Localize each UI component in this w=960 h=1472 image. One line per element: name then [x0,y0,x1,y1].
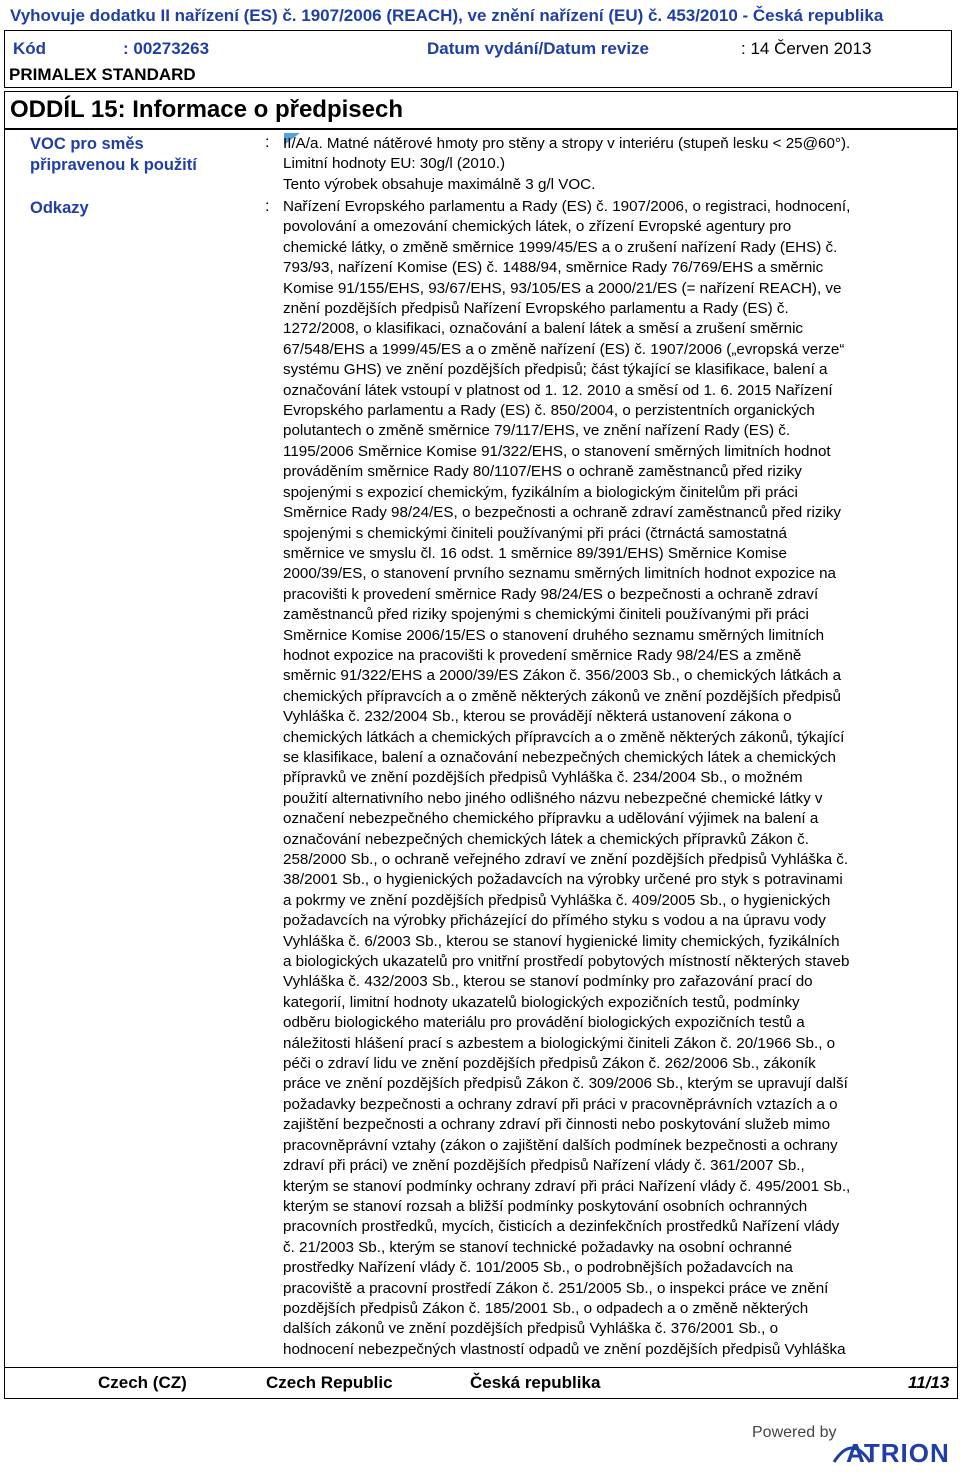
powered-by-text: Powered by [752,1424,837,1441]
references-text-line: pracoviště a pracovní prostředí Zákon č. 251/2005 Sb., o inspekci práce ve znění [283,1279,829,1297]
references-text-line: znění pozdějších předpisů Nařízení Evropského parlamentu a Rady (ES) č. [283,300,789,318]
references-text-line: Nařízení Evropského parlamentu a Rady (ES) č. 1907/2006, o registraci, hodnocení, [283,198,851,215]
code-value: : 00273263 [123,39,210,58]
references-text-line: 38/2001 Sb., o hygienických požadavcích na výrobky určené pro styk s potravinami [283,871,843,889]
references-text-line: kterým se stanoví rozsah a bližší podmínky poskytování osobních ochranných [283,1197,808,1215]
references-text-line: Směrnice Rady 98/24/ES, o bezpečnosti a ochraně zdraví zaměstnanců před riziky [283,504,842,522]
references-text-line: 793/93, nařízení Komise (ES) č. 1488/94, směrnice Rady 76/769/EHS a směrnic [283,259,824,277]
voc-colon: : [265,134,270,151]
references-text-line: Vyhláška č. 6/2003 Sb., kterou se stanoví hygienické limity chemických, fyzikálních [283,932,840,950]
code-label: Kód [13,39,47,58]
references-text-line: chemických látkách a chemických přípravcích a o změně některých zákonů, týkající [283,728,845,746]
references-text-line: dalších zákonů ve znění pozdějších předpisů Vyhláška č. 376/2001 Sb., o [283,1320,779,1338]
references-text-line: zdraví při práci) ve znění pozdějších předpisů Nařízení vlády č. 361/2007 Sb., [283,1157,805,1175]
voc-label [30,134,197,175]
references-text-line: zaměstnanců před riziky spojenými s chemickými činiteli používanými při práci [283,606,809,624]
references-text-line: chemických přípravcích a o změně některých zákonů ve znění pozdějších předpisů [283,687,842,705]
references-text-line: směrnice ve smyslu čl. 16 odst. 1 směrnice 89/391/EHS) Směrnice Komise [283,544,787,562]
references-text-line: Komise 91/155/EHS, 93/67/EHS, 93/105/ES a 2000/21/ES (= nařízení REACH), ve [283,279,842,297]
references-text-line: Evropského parlamentu a Rady (ES) č. 850/2004, o perzistentních organických [283,402,815,420]
references-text-line: práce ve znění pozdějších předpisů Zákon č. 309/2006 Sb., kterým se upravují další [283,1075,848,1093]
section-title: ODDÍL 15: Informace o předpisech [10,96,403,123]
references-text-line: označování nebezpečných chemických látek a chemických přípravků Zákon č. [283,830,809,848]
references-text-line: Směrnice Komise 2006/15/ES o stanovení druhého seznamu směrných limitních [283,626,825,644]
references-text-line: kterým se stanoví podmínky ochrany zdraví při práci Nařízení vlády č. 495/2001 Sb., [283,1177,851,1195]
references-text-line: spojenými s chemickými činiteli používanými při práci (čtrnáctá samostatná [283,524,787,542]
references-text-line: se klasifikace, balení a označování nebezpečných chemických látek a chemických [283,748,836,766]
footer-language: Czech (CZ) [98,1373,187,1392]
page-number: 11/13 [908,1373,950,1392]
voc-label-line: připravenou k použití [30,156,197,174]
references-text-line: požadavcích na výrobky přicházející do přímého styku s vodou a na úpravu vody [283,912,826,930]
references-text-line: 258/2000 Sb., o ochraně veřejného zdraví ve znění pozdějších předpisů Vyhláška č. [283,851,849,868]
references-text-line: č. 21/2003 Sb., kterým se stanoví technické požadavky na osobní ochranné [283,1238,793,1256]
references-text-line: pracovních prostředků, mycích, čisticích a dezinfekčních prostředků Nařízení vlády [283,1218,840,1236]
references-text-line: označování látek vstoupí v platnost od 1. 12. 2010 a směsí od 1. 6. 2015 Nařízení [283,381,833,399]
section-divider [4,128,958,130]
references-text-line: chemické látky, o změně směrnice 1999/45/ES a o zrušení nařízení Rady (EHS) č. [283,238,838,256]
references-text-line: systému GHS) ve znění pozdějších předpisů; část týkající se klasifikace, balení a [283,361,828,379]
product-name: PRIMALEX STANDARD [9,65,196,84]
references-text-line: 1195/2006 Směrnice Komise 91/322/EHS, o stanovení směrných limitních hodnot [283,442,831,460]
references-text-line: spojenými s expozicí chemickým, fyzikálním a biologickým činitelům při práci [283,483,798,501]
references-text-line: kategorií, limitní hodnoty ukazatelů biologických expozičních testů, podmínky [283,993,800,1011]
revision-date-value: : 14 Červen 2013 [741,39,872,58]
references-text-line: hodnot expozice na pracovišti k provedení směrnice Rady 98/24/ES a změně [283,646,802,664]
footer-country: Czech Republic [266,1373,393,1392]
references-text-line: hodnocení nebezpečných vlastností odpadů ve znění pozdějších předpisů Vyhláška [283,1340,846,1358]
revision-date-label: Datum vydání/Datum revize [427,39,650,58]
references-text-line: náležitosti hlášení prací s azbestem a biologickými činiteli Zákon č. 20/1966 Sb., o [283,1034,836,1052]
voc-label-line: VOC pro směs [30,135,144,153]
references-text-line: zajištění bezpečnosti a ochrany zdraví při činnosti nebo poskytování služeb mimo [283,1116,831,1134]
atrion-logo [752,1424,960,1466]
voc-text-line: Limitní hodnoty EU: 30g/l (2010.) [283,155,506,173]
footer-country-native: Česká republika [470,1373,601,1392]
voc-text-line: Tento výrobek obsahuje maximálně 3 g/l VOC. [283,175,596,193]
references-text-line: Vyhláška č. 432/2003 Sb., kterou se stanoví podmínky pro zařazování prací do [283,973,813,991]
references-text-line: prostředky Nařízení vlády č. 101/2005 Sb., o podrobnějších požadavcích na [283,1259,793,1277]
references-text-line: 67/548/EHS a 1999/45/ES a o změně nařízení (ES) č. 1907/2006 („evropská verze“ [283,340,845,358]
references-text-line: pozdějších předpisů Zákon č. 185/2001 Sb., o odpadech a o změně některých [283,1299,809,1317]
references-text-line: péči o zdraví lidu ve znění pozdějších předpisů Zákon č. 262/2006 Sb., zákoník [283,1055,816,1073]
references-text-line: Vyhláška č. 232/2004 Sb., kterou se provádějí některá ustanovení zákona o [283,708,792,726]
references-text [283,197,947,1360]
references-colon: : [265,198,270,215]
brand-name: ATRION [846,1438,950,1468]
voc-text-line: II/A/a. Matné nátěrové hmoty pro stěny a stropy v interiéru (stupeň lesku < 25@60°). [283,135,851,152]
references-text-line: 2000/39/ES, o stanovení prvního seznamu směrných limitních hodnot expozice na [283,565,836,583]
references-text-line: přípravků ve znění pozdějších předpisů Vyhláška č. 234/2004 Sb., o možném [283,769,803,787]
references-text-line: požadavky bezpečnosti a ochrany zdraví při práci v pracovněprávních vztazích a o [283,1095,838,1113]
voc-text [283,134,947,195]
references-label: Odkazy [30,199,89,217]
references-text-line: použití alternativního nebo jiného odlišného názvu nebezpečné chemické látky v [283,789,823,807]
header-box [4,30,952,88]
references-text-line: pracovišti k provedení směrnice Rady 98/24/ES o bezpečnosti a ochraně zdraví [283,585,819,603]
references-text-line: a pokrmy ve znění pozdějších předpisů Vyhláška č. 409/2005 Sb., o hygienických [283,891,831,909]
references-text-line: povolování a omezování chemických látek, o zřízení Evropské agentury pro [283,218,792,236]
references-text-line: označení nebezpečného chemického přípravku a udělování výjimek na balení a [283,810,819,828]
footer-bar [4,1367,958,1399]
references-text-line: pracovněprávní vztahy (zákon o zajištění dalších podmínek bezpečnosti a ochrany [283,1136,838,1154]
references-text-line: 1272/2008, o klasifikaci, označování a balení látek a směsí a zrušení směrnic [283,320,804,338]
references-text-line: a biologických ukazatelů pro vnitřní prostředí pobytových místností některých staveb [283,953,850,971]
document-title: Vyhovuje dodatku II nařízení (ES) č. 1907/2006 (REACH), ve znění nařízení (EU) č. 453/2010 - Česká republika [10,6,884,25]
references-text-line: prováděním směrnice Rady 80/1107/EHS o ochraně zaměstnanců před riziky [283,463,802,481]
references-text-line: odběru biologického materiálu pro provádění biologických expozičních testů a [283,1014,805,1032]
references-text-line: polutantech o změně směrnice 79/117/EHS, ve znění nařízení Rady (ES) č. [283,422,791,440]
references-text-line: směrnic 91/322/EHS a 2000/39/ES Zákon č. 356/2003 Sb., o chemických látkách a [283,667,842,685]
